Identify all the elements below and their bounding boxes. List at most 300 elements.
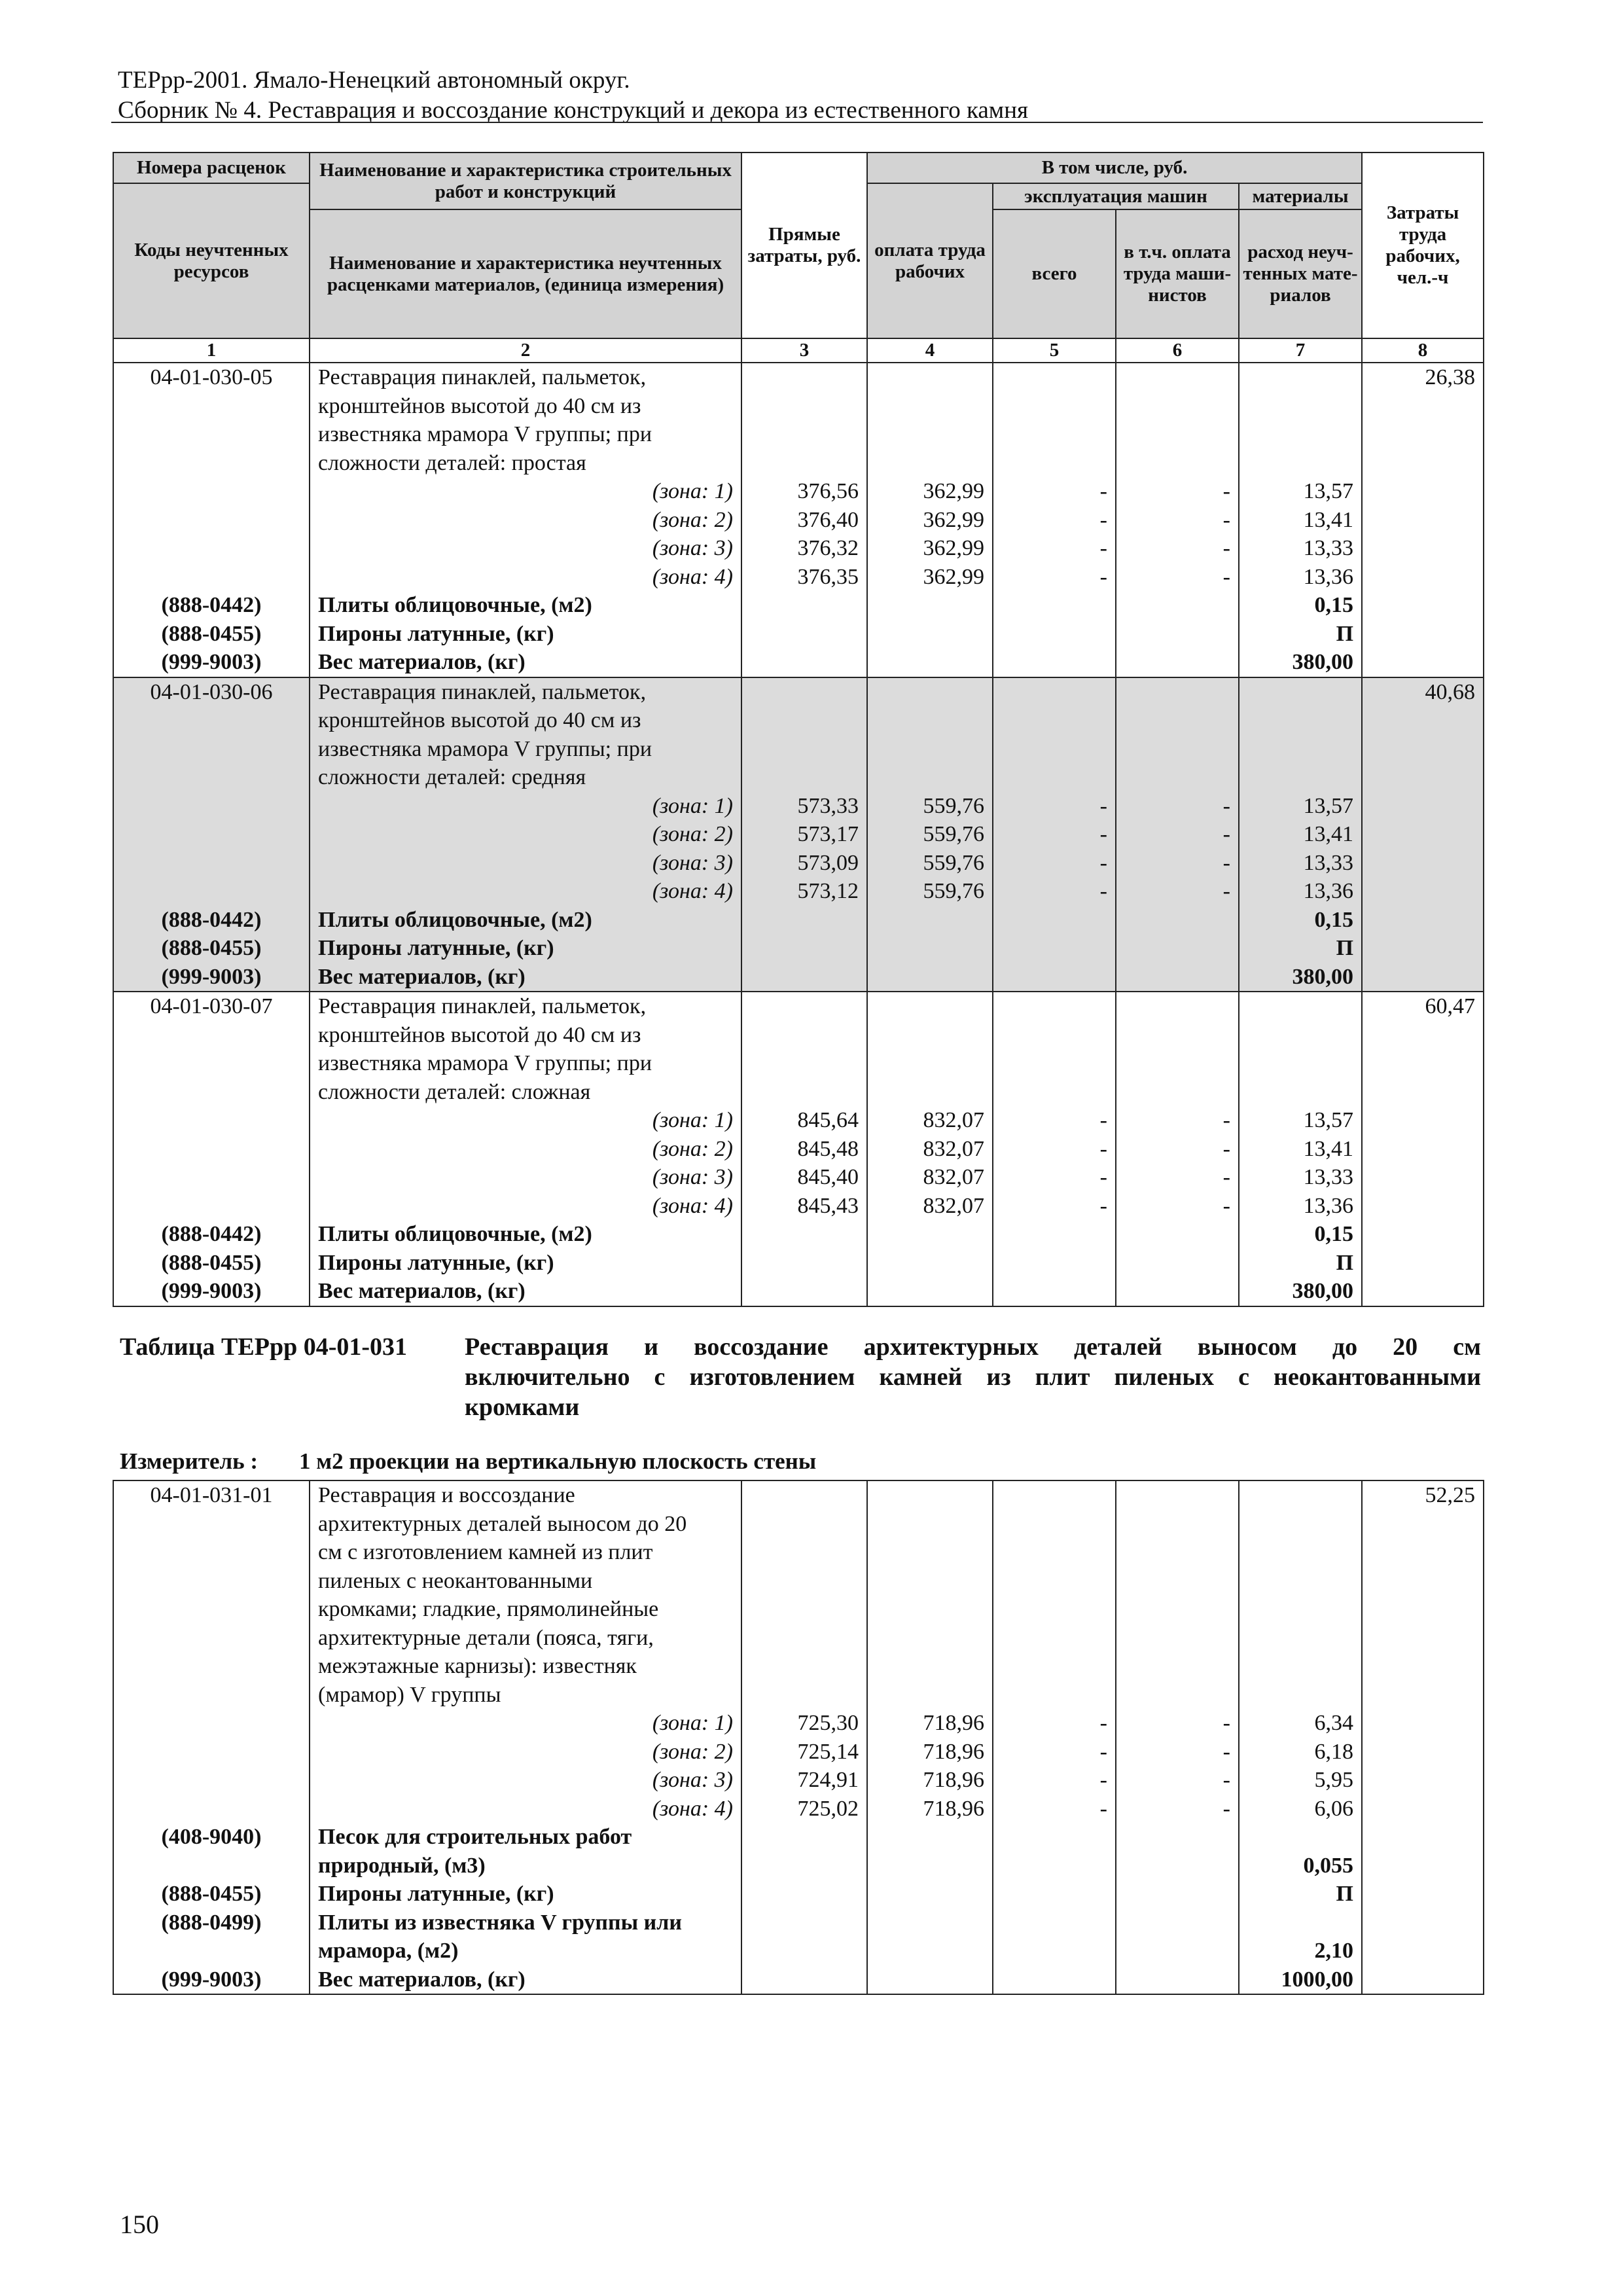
table-cell [993,449,1116,478]
table-cell [113,1738,310,1767]
table-cell [993,1880,1116,1909]
table-cell [867,1021,993,1050]
rate-description-line: Реставрация и воссоздание [310,1480,741,1510]
materials-value: 5,95 [1239,1766,1362,1795]
table-cell [1239,1021,1362,1050]
resource-quantity: П [1239,934,1362,963]
direct-costs-value: 724,91 [741,1766,867,1795]
labor-pay-value: 362,99 [867,534,993,563]
table-cell [741,934,867,963]
rate-code: 04-01-030-05 [113,363,310,392]
table-row [113,1681,1484,1710]
materials-value: 13,36 [1239,563,1362,592]
direct-costs-value: 376,32 [741,534,867,563]
table-cell [1116,620,1239,649]
table-cell [867,620,993,649]
table-cell [741,1880,867,1909]
table-cell [867,1909,993,1937]
table-cell [1239,1567,1362,1596]
labor-pay-value: 718,96 [867,1795,993,1823]
machines-total-value: - [993,534,1116,563]
table-cell [1239,1538,1362,1567]
resource-name: Пироны латунные, (кг) [310,1880,741,1909]
resource-quantity: 380,00 [1239,963,1362,992]
table-row [113,1049,1484,1078]
zone-label: (зона: 2) [310,1135,741,1164]
machinist-pay-value: - [1116,1106,1239,1135]
table-cell [993,1220,1116,1249]
resource-quantity: 2,10 [1239,1937,1362,1965]
table-cell [741,591,867,620]
table-cell [741,906,867,935]
zone-label: (зона: 4) [310,1192,741,1221]
direct-costs-value: 845,40 [741,1163,867,1192]
table-row [113,563,1484,592]
zone-label: (зона: 4) [310,877,741,906]
table-cell [1362,735,1484,764]
measure-label: Измеритель : [120,1448,259,1474]
direct-costs-value: 573,33 [741,792,867,821]
table-cell [1116,677,1239,707]
table-cell [867,1965,993,1995]
table-cell [993,1538,1116,1567]
resource-quantity: 1000,00 [1239,1965,1362,1995]
col-unaccounted-materials-header: расход неуч-тенных мате-риалов [1239,209,1362,338]
table-cell [867,1880,993,1909]
table-cell [867,934,993,963]
table-cell [1362,1277,1484,1306]
materials-value: 6,06 [1239,1795,1362,1823]
table-cell [1362,1965,1484,1995]
direct-costs-value: 725,30 [741,1709,867,1738]
table-cell [867,1078,993,1107]
table-cell [1362,1163,1484,1192]
table-cell [993,906,1116,935]
table-cell [1362,1880,1484,1909]
resource-name: Пироны латунные, (кг) [310,934,741,963]
table-title-line: Реставрация и воссоздание архитектурных деталей выносом до 20 см [465,1333,1481,1361]
table-cell [1362,1681,1484,1710]
table-cell [1116,1823,1239,1852]
table-cell [1362,1766,1484,1795]
column-number: 3 [741,338,867,363]
column-number: 7 [1239,338,1362,363]
table-cell [113,1681,310,1710]
table-cell [1239,420,1362,449]
zone-label: (зона: 3) [310,1766,741,1795]
table-cell [993,591,1116,620]
zone-label: (зона: 4) [310,1795,741,1823]
resource-code: (888-0455) [113,1249,310,1278]
resource-code: (408-9040) [113,1823,310,1852]
table-cell [113,849,310,878]
table-cell [113,1595,310,1624]
labor-pay-value: 362,99 [867,477,993,506]
table-cell [1362,1249,1484,1278]
resource-quantity: 0,055 [1239,1852,1362,1880]
table-cell [1362,1709,1484,1738]
machinist-pay-value: - [1116,1738,1239,1767]
table-cell [867,906,993,935]
table-cell [1116,963,1239,992]
table-cell [867,648,993,677]
table-cell [867,1049,993,1078]
materials-value: 13,41 [1239,820,1362,849]
table-cell [1116,392,1239,421]
labor-costs-value: 60,47 [1362,992,1484,1021]
table-cell [1116,1965,1239,1995]
materials-value: 6,18 [1239,1738,1362,1767]
rate-description-line: см с изготовлением камней из плит [310,1538,741,1567]
table-cell [993,963,1116,992]
table-cell [1362,1049,1484,1078]
table-row [113,735,1484,764]
materials-value: 13,36 [1239,877,1362,906]
table-cell [113,1192,310,1221]
zone-label: (зона: 1) [310,1106,741,1135]
table-cell [993,1567,1116,1596]
labor-pay-value: 559,76 [867,849,993,878]
header-row-1 [113,152,1484,183]
labor-pay-value: 718,96 [867,1709,993,1738]
table-cell [1116,449,1239,478]
direct-costs-value: 845,48 [741,1135,867,1164]
labor-pay-value: 362,99 [867,563,993,592]
table-cell [993,1681,1116,1710]
table-cell [1362,1220,1484,1249]
table-cell [1116,1078,1239,1107]
table-cell [1116,1880,1239,1909]
zone-label: (зона: 2) [310,506,741,535]
rate-description-line: сложности деталей: простая [310,449,741,478]
resource-quantity: 380,00 [1239,1277,1362,1306]
table-cell [741,1480,867,1510]
rate-description-line: известняка мрамора V группы; при [310,735,741,764]
table-cell [1116,906,1239,935]
labor-pay-value: 718,96 [867,1766,993,1795]
table-cell [993,1595,1116,1624]
resource-name: Плиты облицовочные, (м2) [310,591,741,620]
table-cell [1362,591,1484,620]
direct-costs-value: 573,09 [741,849,867,878]
table-row [113,849,1484,878]
table-row [113,1021,1484,1050]
machinist-pay-value: - [1116,477,1239,506]
column-number: 2 [310,338,741,363]
direct-costs-value: 725,14 [741,1738,867,1767]
table-cell [1239,1595,1362,1624]
table-cell [1239,1681,1362,1710]
table-row [113,449,1484,478]
table-cell [1362,506,1484,535]
resource-quantity: 0,15 [1239,1220,1362,1249]
table-cell [1116,1049,1239,1078]
table-cell [1362,1078,1484,1107]
table-cell [867,363,993,392]
table-cell [741,677,867,707]
resource-name: Песок для строительных работ [310,1823,741,1852]
materials-value: 13,41 [1239,1135,1362,1164]
table-label: Таблица ТЕРрр 04-01-031 [120,1333,408,1361]
table-row [113,506,1484,535]
table-cell [1239,735,1362,764]
table-cell [113,1709,310,1738]
table-cell [993,1852,1116,1880]
labor-pay-value: 718,96 [867,1738,993,1767]
table-cell [741,1277,867,1306]
table-cell [741,963,867,992]
machinist-pay-value: - [1116,849,1239,878]
table-cell [1362,906,1484,935]
table-cell [113,792,310,821]
table-cell [1362,1021,1484,1050]
table-cell [993,677,1116,707]
table-cell [867,1510,993,1539]
table-cell [113,735,310,764]
table-cell [867,1249,993,1278]
resource-quantity: 380,00 [1239,648,1362,677]
resource-name: Вес материалов, (кг) [310,963,741,992]
table-cell [1362,849,1484,878]
table-cell [113,1795,310,1823]
table-row [113,534,1484,563]
resource-name: природный, (м3) [310,1852,741,1880]
materials-value: 13,57 [1239,792,1362,821]
table-cell [741,1538,867,1567]
table-row [113,1106,1484,1135]
resource-name: Вес материалов, (кг) [310,648,741,677]
table-cell [867,1852,993,1880]
table-row [113,677,1484,707]
column-number: 8 [1362,338,1484,363]
table-cell [867,963,993,992]
table-cell [113,1766,310,1795]
column-number: 1 [113,338,310,363]
table-row [113,1766,1484,1795]
table-cell [867,735,993,764]
rate-description-line: Реставрация пинаклей, пальметок, [310,677,741,707]
measure-value: 1 м2 проекции на вертикальную плоскость стены [299,1448,817,1474]
table-row [113,620,1484,649]
zone-label: (зона: 1) [310,1709,741,1738]
table-cell [993,1021,1116,1050]
materials-value: 13,57 [1239,1106,1362,1135]
table-row [113,392,1484,421]
header-rule [111,122,1483,123]
resource-code: (888-0499) [113,1909,310,1937]
labor-costs-value: 26,38 [1362,363,1484,392]
table-row [113,1480,1484,1510]
table-cell [1116,1681,1239,1710]
table-cell [741,1510,867,1539]
table-cell [993,1277,1116,1306]
table-cell [993,1965,1116,1995]
table-cell [1116,934,1239,963]
resource-name: Плиты облицовочные, (м2) [310,1220,741,1249]
table-cell [741,1852,867,1880]
table-row [113,1880,1484,1909]
table-cell [993,1624,1116,1653]
table-row [113,706,1484,735]
table-cell [113,392,310,421]
table-cell [1116,1480,1239,1510]
table-cell [993,363,1116,392]
table-cell [1362,1652,1484,1681]
labor-costs-value: 52,25 [1362,1480,1484,1510]
rate-description-line: Реставрация пинаклей, пальметок, [310,992,741,1021]
col-including-header: В том числе, руб. [867,152,1362,183]
machines-total-value: - [993,1192,1116,1221]
table-cell [993,1249,1116,1278]
machinist-pay-value: - [1116,1135,1239,1164]
resource-name: Плиты облицовочные, (м2) [310,906,741,935]
table-cell [113,1078,310,1107]
table-cell [1362,1624,1484,1653]
machines-total-value: - [993,1106,1116,1135]
table-row [113,1795,1484,1823]
table-cell [993,1937,1116,1965]
table-cell [867,1220,993,1249]
materials-value: 13,41 [1239,506,1362,535]
table-row [113,820,1484,849]
table-cell [993,706,1116,735]
table-cell [741,1595,867,1624]
col-materials-header: материалы [1239,183,1362,209]
table-cell [741,992,867,1021]
resource-code: (888-0455) [113,620,310,649]
rate-code: 04-01-030-07 [113,992,310,1021]
resource-name: Пироны латунные, (кг) [310,1249,741,1278]
col-rate-numbers-header: Номера расценок [113,152,310,183]
rates-table-2 [113,1480,1484,1995]
table-cell [1362,706,1484,735]
table-cell [867,1538,993,1567]
rate-description-line: кронштейнов высотой до 40 см из [310,1021,741,1050]
rate-description-line: сложности деталей: сложная [310,1078,741,1107]
col-resource-codes-header: Коды неучтенных ресурсов [113,183,310,338]
table-cell [113,1652,310,1681]
table-cell [1116,1538,1239,1567]
table-row [113,1567,1484,1596]
table-cell [1116,363,1239,392]
table-cell [1362,1795,1484,1823]
table-cell [1362,877,1484,906]
table-cell [1116,1277,1239,1306]
resource-quantity: П [1239,1880,1362,1909]
table-cell [113,563,310,592]
table-row [113,1624,1484,1653]
table-cell [867,1567,993,1596]
machines-total-value: - [993,477,1116,506]
table-cell [1116,1021,1239,1050]
resource-quantity: 0,15 [1239,906,1362,935]
table-cell [867,1681,993,1710]
resource-code: (999-9003) [113,963,310,992]
table-cell [113,1624,310,1653]
rates-table [113,152,1484,1307]
table-row [113,477,1484,506]
table-cell [867,591,993,620]
table-cell [1362,1135,1484,1164]
resource-code: (888-0442) [113,591,310,620]
rate-description-line: архитектурных деталей выносом до 20 [310,1510,741,1539]
table-cell [993,1909,1116,1937]
table-cell [867,677,993,707]
labor-pay-value: 832,07 [867,1192,993,1221]
rate-description-line: Реставрация пинаклей, пальметок, [310,363,741,392]
table-cell [741,1249,867,1278]
table-cell [867,992,993,1021]
col-labor-pay-header: оплата труда рабочих [867,183,993,338]
table-cell [1239,992,1362,1021]
header-line-1: ТЕРрр-2001. Ямало-Ненецкий автономный округ. [118,67,630,94]
table-cell [1116,1510,1239,1539]
table-cell [113,477,310,506]
col-labor-costs-header: Затраты труда рабочих, чел.-ч [1362,152,1484,338]
table-cell [1362,620,1484,649]
labor-pay-value: 559,76 [867,792,993,821]
table-cell [1116,1567,1239,1596]
machines-total-value: - [993,877,1116,906]
header-line-2: Сборник № 4. Реставрация и воссоздание конструкций и декора из естественного камня [118,97,1029,124]
table-cell [993,1652,1116,1681]
table-row [113,420,1484,449]
machinist-pay-value: - [1116,1709,1239,1738]
table-row [113,1937,1484,1965]
resource-code: (999-9003) [113,1277,310,1306]
table-cell [1362,477,1484,506]
table-cell [993,1480,1116,1510]
zone-label: (зона: 1) [310,792,741,821]
table-row [113,792,1484,821]
table-cell [741,1937,867,1965]
machines-total-value: - [993,1163,1116,1192]
table-cell [113,1852,310,1880]
materials-value: 13,33 [1239,849,1362,878]
column-number: 5 [993,338,1116,363]
table-cell [1239,677,1362,707]
table-cell [867,706,993,735]
table-cell [741,1567,867,1596]
resource-quantity: П [1239,620,1362,649]
resource-name: Вес материалов, (кг) [310,1965,741,1995]
table-cell [1239,1510,1362,1539]
machines-total-value: - [993,1738,1116,1767]
machinist-pay-value: - [1116,820,1239,849]
table-cell [741,392,867,421]
table-row [113,1738,1484,1767]
table-row [113,1823,1484,1852]
table-cell [867,420,993,449]
table-row [113,1163,1484,1192]
table-row [113,1220,1484,1249]
table-cell [993,648,1116,677]
table-cell [1116,1852,1239,1880]
table-cell [113,1106,310,1135]
table-row [113,1595,1484,1624]
table-cell [1116,706,1239,735]
table-cell [741,363,867,392]
table-cell [113,1937,310,1965]
table-cell [1362,449,1484,478]
machinist-pay-value: - [1116,534,1239,563]
direct-costs-value: 725,02 [741,1795,867,1823]
table-cell [1362,1538,1484,1567]
table-cell [113,506,310,535]
rate-code: 04-01-031-01 [113,1480,310,1510]
table-cell [741,1021,867,1050]
table-cell [1239,1823,1362,1852]
